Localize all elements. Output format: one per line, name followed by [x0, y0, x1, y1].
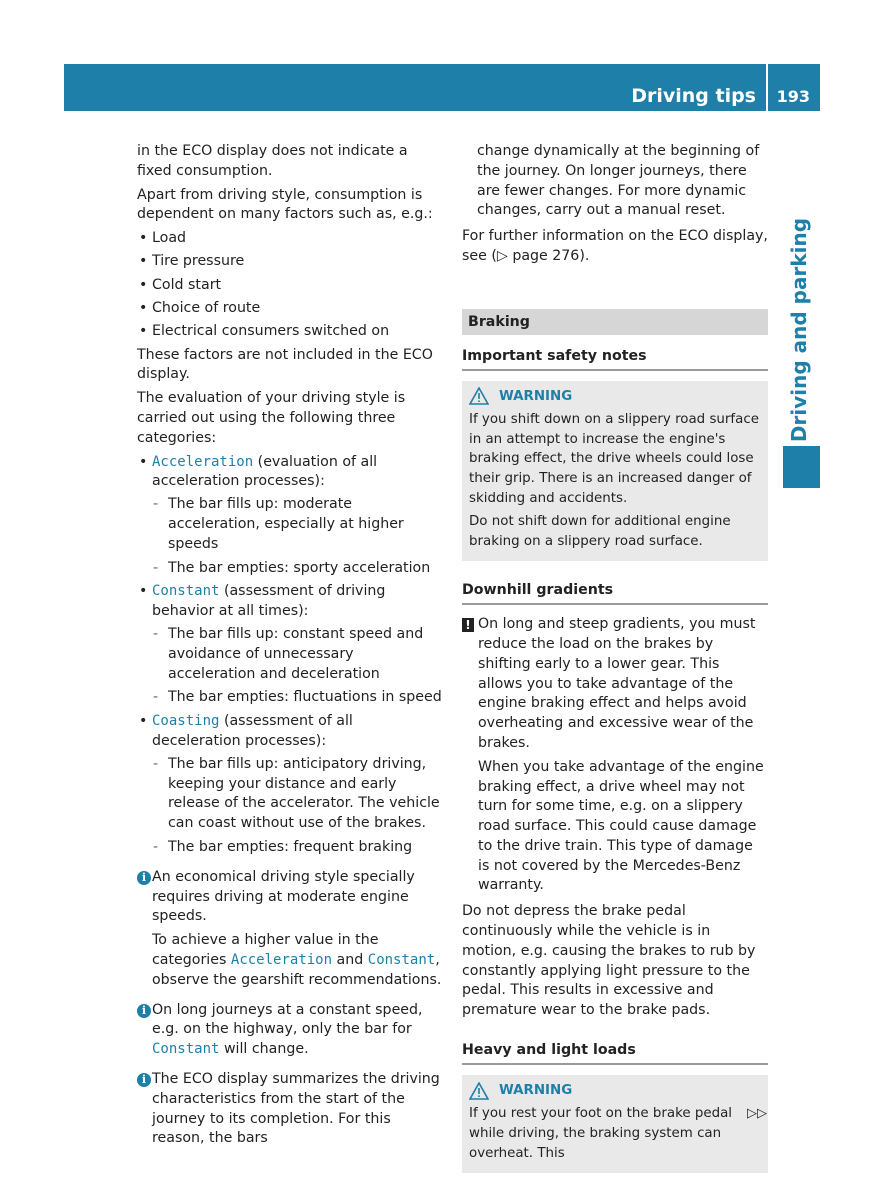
- list-item: • Cold start: [137, 276, 443, 296]
- info-note: [137, 1001, 443, 1060]
- warning-box: [462, 1075, 768, 1173]
- caution-icon: !: [462, 618, 474, 632]
- note-text: [152, 1001, 443, 1060]
- sub-item: - The bar empties: sporty acceleration: [152, 559, 443, 579]
- text-run: On long journeys at a constant speed, e.g. on the highway, only the bar for: [152, 1001, 423, 1038]
- warning-triangle-icon: [469, 387, 489, 405]
- paragraph: For further information on the ECO display, see (▷ page 276).: [462, 228, 768, 264]
- page-number: 193: [776, 87, 810, 106]
- list-item: • Electrical consumers switched on: [137, 322, 443, 342]
- text-run: will change.: [219, 1041, 309, 1058]
- category-ref: Constant: [152, 1041, 220, 1058]
- list-item: • Tire pressure: [137, 252, 443, 272]
- sub-item: - The bar fills up: moderate acceleration, especially at higher speeds: [152, 495, 443, 554]
- continued-note: [462, 142, 768, 221]
- caution-note: [462, 615, 768, 896]
- warning-label: WARNING: [499, 388, 573, 404]
- info-note: [137, 1070, 443, 1149]
- continue-arrows-icon: ▷▷: [747, 1106, 767, 1121]
- category-item: [137, 582, 443, 708]
- side-tab-marker: [783, 446, 820, 488]
- warning-text: If you rest your foot on the brake pedal while driving, the braking system can overheat. This: [469, 1106, 732, 1161]
- paragraph: in the ECO display does not indicate a fixed consumption.: [137, 143, 408, 179]
- subheading: Important safety notes: [462, 347, 768, 371]
- category-desc: (assessment of all deceleration processes):: [152, 713, 353, 750]
- paragraph: These factors are not included in the ECO display.: [137, 346, 433, 383]
- page-number-box: [768, 64, 820, 111]
- category-list: [137, 453, 443, 858]
- paragraph: Apart from driving style, consumption is dependent on many factors such as, e.g.:: [137, 186, 433, 223]
- info-note: [137, 868, 443, 991]
- sub-item: - The bar fills up: constant speed and avoidance of unnecessary acceleration and deceleration: [152, 625, 443, 684]
- caution-text: When you take advantage of the engine braking effect, a drive wheel may not turn for some time, e.g. on a slippery road surface. This could cause damage to the drive train. This type of damage is not covered by the Mercedes-Benz warranty.: [478, 758, 764, 894]
- sub-list: [152, 625, 443, 708]
- note-text: An economical driving style specially requires driving at moderate engine speeds.: [152, 868, 415, 925]
- warning-text: If you shift down on a slippery road surface in an attempt to increase the engine's braking effect, the drive wheels could lose their grip. There is an increased danger of skidding and accidents.: [469, 412, 759, 506]
- sub-list: [152, 755, 443, 858]
- warning-header: [469, 1081, 762, 1101]
- paragraph: Do not depress the brake pedal continuously while the vehicle is in motion, e.g. causing the brakes to rub by constantly applying light pressure to the pedal. This results in excessive and premature wear to the brake pads.: [462, 903, 756, 1019]
- info-icon: i: [137, 1004, 151, 1018]
- subheading: Heavy and light loads: [462, 1041, 768, 1065]
- caution-text: On long and steep gradients, you must reduce the load on the brakes by shifting early to a lower gear. This allows you to take advantage of the engine braking effect and helps avoid overheating and excessive wear of the brakes.: [478, 616, 756, 751]
- category-item: [137, 453, 443, 579]
- category-desc: (assessment of driving behavior at all times):: [152, 583, 386, 620]
- list-item: • Load: [137, 229, 443, 249]
- sub-item: - The bar empties: frequent braking: [152, 838, 443, 858]
- page-title: Driving tips: [631, 85, 756, 107]
- category-name: Coasting: [152, 713, 220, 730]
- right-column: [462, 142, 768, 1173]
- category-item: [137, 712, 443, 858]
- left-column: [137, 142, 443, 1153]
- factor-list: [137, 229, 443, 342]
- text-run: and: [332, 951, 368, 968]
- category-ref: Acceleration: [230, 951, 333, 968]
- warning-text: Do not shift down for additional engine braking on a slippery road surface.: [469, 514, 731, 549]
- text-run: To achieve a higher value in the categories: [152, 932, 379, 968]
- side-tab: [778, 217, 822, 443]
- category-name: Constant: [152, 583, 220, 600]
- info-icon: i: [137, 1073, 151, 1087]
- category-name: Acceleration: [152, 453, 254, 470]
- note-text: [152, 931, 443, 990]
- warning-label: WARNING: [499, 1082, 573, 1098]
- subheading: Downhill gradients: [462, 581, 768, 605]
- warning-box: [462, 381, 768, 562]
- info-icon: i: [137, 871, 151, 885]
- category-desc: (evaluation of all acceleration processes):: [152, 453, 378, 490]
- text-run: , observe the gearshift recommendations.: [152, 951, 442, 988]
- side-tab-label: Driving and parking: [787, 217, 812, 443]
- header-bar: [64, 64, 766, 111]
- section-heading: Braking: [462, 309, 768, 335]
- paragraph: change dynamically at the beginning of the journey. On longer journeys, there are fewer changes. For more dynamic changes, carry out a manual reset.: [477, 143, 760, 219]
- list-item: • Choice of route: [137, 299, 443, 319]
- warning-header: [469, 387, 762, 407]
- sub-list: [152, 495, 443, 578]
- sub-item: - The bar empties: fluctuations in speed: [152, 688, 443, 708]
- note-text: The ECO display summarizes the driving characteristics from the start of the journey to its completion. For this reason, the bars: [152, 1070, 440, 1147]
- category-ref: Constant: [367, 951, 436, 968]
- warning-triangle-icon: [469, 1082, 489, 1100]
- paragraph: The evaluation of your driving style is carried out using the following three categories:: [137, 390, 406, 446]
- sub-item: - The bar fills up: anticipatory driving, keeping your distance and early release of the accelerator. The vehicle can coast without use of the brakes.: [152, 755, 443, 834]
